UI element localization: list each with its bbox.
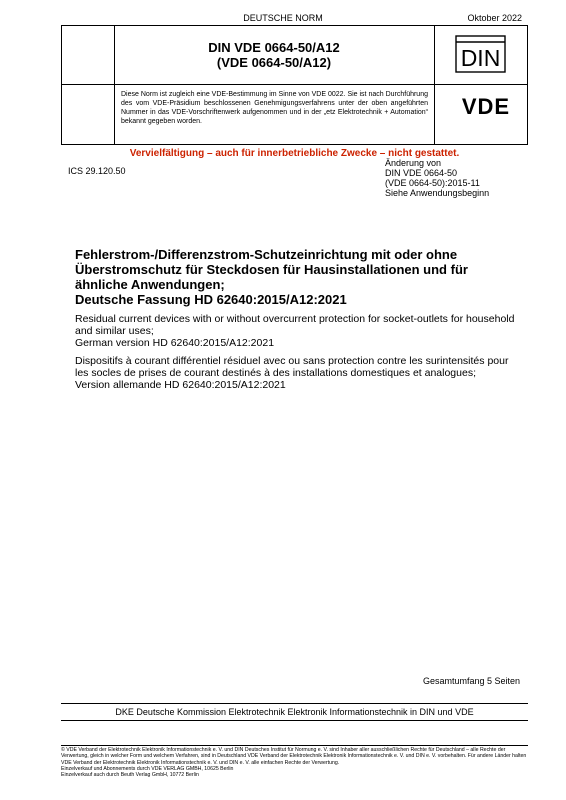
change-info: [385, 158, 489, 198]
title-english: Residual current devices with or without overcurrent protection for socket-outlets for household and similar uses; German version HD 62640:2015/A12:2021: [75, 313, 515, 349]
footer-sales-vde: Einzelverkauf und Abonnements durch VDE VERLAG GMBH, 10625 Berlin: [61, 765, 234, 772]
change-info-line: (VDE 0664-50):2015-11: [385, 178, 480, 188]
din-logo-icon: [455, 35, 506, 73]
change-info-line: Siehe Anwendungsbeginn: [385, 188, 490, 198]
dke-line: DKE Deutsche Kommission Elektrotechnik Elektronik Informationstechnik in DIN und VDE: [61, 703, 528, 721]
document-type-label: DEUTSCHE NORM: [243, 13, 323, 23]
standard-number-vde: (VDE 0664-50/A12): [216, 55, 332, 70]
title-german: Fehlerstrom-/Differenzstrom-Schutzeinrichtung mit oder ohne Überstromschutz für Steckdosen für Hausinstallationen und für ähnliche Anwendungen; Deutsche Fassung HD 62640:2015/A12:2021: [75, 247, 468, 307]
header-divider-horizontal: [61, 84, 528, 85]
din-logo-text: DIN: [460, 45, 501, 71]
publication-date: Oktober 2022: [467, 13, 522, 23]
footer-sales-beuth: Einzelverkauf auch durch Beuth Verlag GmbH, 10772 Berlin: [61, 772, 199, 779]
title-french: Dispositifs à courant différentiel résiduel avec ou sans protection contre les surintensités pour les socles de prises de courant destinés à des installations domestiques et analogues; Version allemande HD 62640:2015/A12:2021: [75, 355, 509, 391]
document-titles: [75, 247, 521, 391]
vde-logo-icon: [449, 96, 523, 116]
footer: [61, 747, 528, 778]
standard-number-din: DIN VDE 0664-50/A12: [208, 40, 340, 55]
vde-notice: Diese Norm ist zugleich eine VDE-Bestimmung im Sinne von VDE 0022. Sie ist nach Durchführung des vom VDE-Präsidium beschlossenen Genehmigungsverfahrens unter der oben angeführten Nummer in das VDE-Vorschriftenwerk aufgenommen und in der „etz Elektrotechnik + Automation“ bekannt gegeben worden.: [121, 91, 428, 125]
change-info-line: DIN VDE 0664-50: [385, 168, 458, 178]
ics-code: ICS 29.120.50: [68, 166, 126, 176]
reproduction-notice: Vervielfältigung – auch für innerbetriebliche Zwecke – nicht gestattet.: [129, 148, 460, 159]
vde-logo-text: VDE: [461, 96, 511, 116]
header-divider-right: [434, 25, 435, 145]
change-info-line: Änderung von: [385, 158, 442, 168]
footer-divider: [61, 745, 528, 746]
footer-copyright: © VDE Verband der Elektrotechnik Elektronik Informationstechnik e. V. und DIN Deutsches Institut für Normung e. V. sind Inhaber aller ausschließlichen Rechte für Deutschland – alle Rechte der Verwertung, gleich in welcher Form und welchem Verfahren, sind in Deutschland VDE Verband der Elektrotechnik Elektronik Informationstechnik e. V. und DIN e. V. vorbehalten. Für andere Länder halten VDE Verband der Elektrotechnik Elektronik Informationstechnik e. V. und DIN e. V. alle einfachen Rechte der Verwertung.: [61, 747, 527, 766]
total-pages: Gesamtumfang 5 Seiten: [422, 676, 520, 686]
standard-number: [114, 40, 434, 70]
